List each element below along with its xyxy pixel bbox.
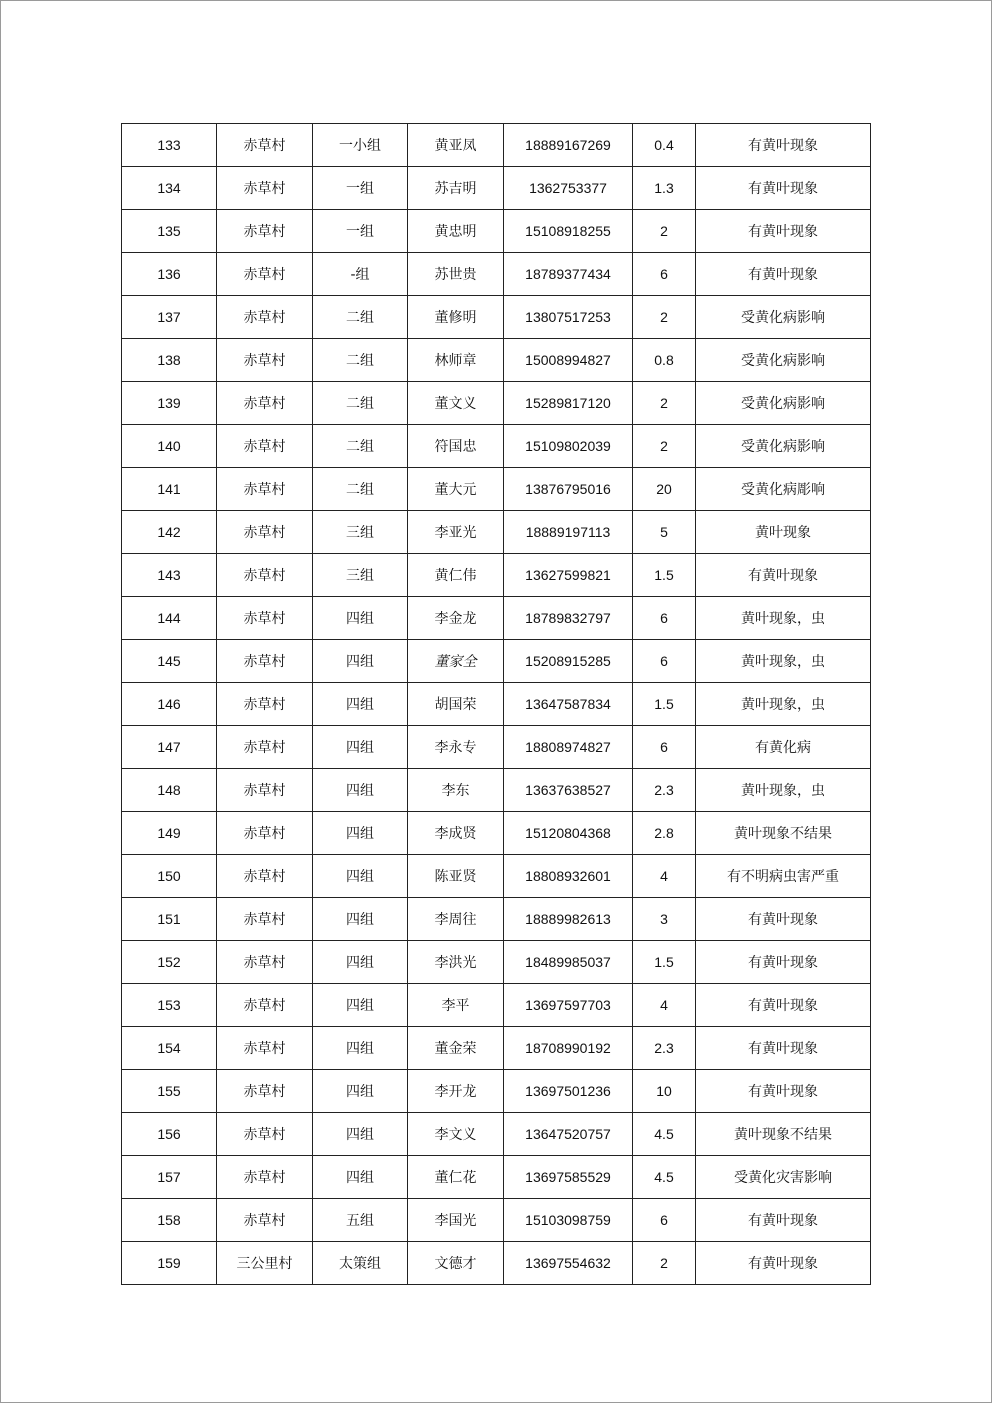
area-cell: 1.5 xyxy=(633,941,696,984)
status-cell: 有不明病虫害严重 xyxy=(696,855,871,898)
group-cell: 四组 xyxy=(313,1156,408,1199)
group-cell: 四组 xyxy=(313,984,408,1027)
row-number-cell: 140 xyxy=(122,425,217,468)
status-cell: 受黄化病彫响 xyxy=(696,468,871,511)
status-cell: 有黄叶现象 xyxy=(696,898,871,941)
village-cell: 赤草村 xyxy=(217,984,313,1027)
table-row xyxy=(122,511,871,554)
table-row xyxy=(122,984,871,1027)
phone-cell: 13647587834 xyxy=(504,683,633,726)
table-row xyxy=(122,855,871,898)
status-cell: 黄叶现象不结果 xyxy=(696,1113,871,1156)
phone-cell: 13647520757 xyxy=(504,1113,633,1156)
person-name-cell: 黄亚凤 xyxy=(408,124,504,167)
village-cell: 三公里村 xyxy=(217,1242,313,1285)
table-row xyxy=(122,812,871,855)
village-cell: 赤草村 xyxy=(217,1156,313,1199)
status-cell: 有黄化病 xyxy=(696,726,871,769)
status-cell: 黄叶现象 xyxy=(696,511,871,554)
row-number-cell: 147 xyxy=(122,726,217,769)
village-cell: 赤草村 xyxy=(217,296,313,339)
area-cell: 6 xyxy=(633,640,696,683)
table-row xyxy=(122,382,871,425)
row-number-cell: 139 xyxy=(122,382,217,425)
person-name-cell: 李文义 xyxy=(408,1113,504,1156)
person-name-cell: 李平 xyxy=(408,984,504,1027)
row-number-cell: 148 xyxy=(122,769,217,812)
status-cell: 黄叶现象不结果 xyxy=(696,812,871,855)
row-number-cell: 134 xyxy=(122,167,217,210)
person-name-cell: 陈亚贤 xyxy=(408,855,504,898)
table-row xyxy=(122,726,871,769)
village-cell: 赤草村 xyxy=(217,597,313,640)
person-name-cell: 李亚光 xyxy=(408,511,504,554)
table-row xyxy=(122,597,871,640)
village-cell: 赤草村 xyxy=(217,1113,313,1156)
person-name-cell: 董修明 xyxy=(408,296,504,339)
group-cell: 五组 xyxy=(313,1199,408,1242)
group-cell: 二组 xyxy=(313,425,408,468)
area-cell: 2 xyxy=(633,210,696,253)
village-cell: 赤草村 xyxy=(217,941,313,984)
group-cell: 四组 xyxy=(313,1027,408,1070)
phone-cell: 18789832797 xyxy=(504,597,633,640)
table-row xyxy=(122,339,871,382)
phone-cell: 1362753377 xyxy=(504,167,633,210)
village-cell: 赤草村 xyxy=(217,1199,313,1242)
table-row xyxy=(122,683,871,726)
person-name-cell: 胡国荣 xyxy=(408,683,504,726)
row-number-cell: 149 xyxy=(122,812,217,855)
table-row xyxy=(122,1242,871,1285)
village-cell: 赤草村 xyxy=(217,726,313,769)
person-name-cell: 符国忠 xyxy=(408,425,504,468)
person-name-cell: 黄忠明 xyxy=(408,210,504,253)
village-cell: 赤草村 xyxy=(217,167,313,210)
status-cell: 有黄叶现象 xyxy=(696,1199,871,1242)
area-cell: 4 xyxy=(633,984,696,1027)
status-cell: 受黄化病影响 xyxy=(696,382,871,425)
row-number-cell: 136 xyxy=(122,253,217,296)
status-cell: 有黄叶现象 xyxy=(696,1070,871,1113)
group-cell: 四组 xyxy=(313,1070,408,1113)
village-cell: 赤草村 xyxy=(217,683,313,726)
person-name-cell: 李金龙 xyxy=(408,597,504,640)
row-number-cell: 145 xyxy=(122,640,217,683)
village-cell: 赤草村 xyxy=(217,855,313,898)
group-cell: 四组 xyxy=(313,812,408,855)
phone-cell: 15289817120 xyxy=(504,382,633,425)
person-name-cell: 李国光 xyxy=(408,1199,504,1242)
group-cell: -组 xyxy=(313,253,408,296)
area-cell: 6 xyxy=(633,597,696,640)
area-cell: 6 xyxy=(633,1199,696,1242)
area-cell: 2.8 xyxy=(633,812,696,855)
village-cell: 赤草村 xyxy=(217,812,313,855)
table-row xyxy=(122,941,871,984)
row-number-cell: 135 xyxy=(122,210,217,253)
person-name-cell: 董家全 xyxy=(408,640,504,683)
phone-cell: 18708990192 xyxy=(504,1027,633,1070)
row-number-cell: 141 xyxy=(122,468,217,511)
table-row xyxy=(122,124,871,167)
group-cell: 二组 xyxy=(313,296,408,339)
village-cell: 赤草村 xyxy=(217,425,313,468)
area-cell: 1.5 xyxy=(633,554,696,597)
records-body xyxy=(122,124,871,1285)
status-cell: 有黄叶现象 xyxy=(696,210,871,253)
area-cell: 0.8 xyxy=(633,339,696,382)
group-cell: 二组 xyxy=(313,382,408,425)
phone-cell: 13697501236 xyxy=(504,1070,633,1113)
village-cell: 赤草村 xyxy=(217,339,313,382)
row-number-cell: 133 xyxy=(122,124,217,167)
person-name-cell: 李永专 xyxy=(408,726,504,769)
row-number-cell: 143 xyxy=(122,554,217,597)
village-cell: 赤草村 xyxy=(217,554,313,597)
phone-cell: 18808974827 xyxy=(504,726,633,769)
village-cell: 赤草村 xyxy=(217,210,313,253)
row-number-cell: 146 xyxy=(122,683,217,726)
person-name-cell: 文德才 xyxy=(408,1242,504,1285)
area-cell: 3 xyxy=(633,898,696,941)
row-number-cell: 150 xyxy=(122,855,217,898)
row-number-cell: 158 xyxy=(122,1199,217,1242)
row-number-cell: 159 xyxy=(122,1242,217,1285)
records-table xyxy=(121,123,871,1285)
person-name-cell: 董金荣 xyxy=(408,1027,504,1070)
phone-cell: 18889982613 xyxy=(504,898,633,941)
row-number-cell: 153 xyxy=(122,984,217,1027)
status-cell: 黄叶现象，虫 xyxy=(696,640,871,683)
person-name-cell: 李开龙 xyxy=(408,1070,504,1113)
person-name-cell: 黄仁伟 xyxy=(408,554,504,597)
row-number-cell: 138 xyxy=(122,339,217,382)
person-name-cell: 李洪光 xyxy=(408,941,504,984)
status-cell: 有黄叶现象 xyxy=(696,984,871,1027)
group-cell: 四组 xyxy=(313,941,408,984)
row-number-cell: 155 xyxy=(122,1070,217,1113)
group-cell: 四组 xyxy=(313,640,408,683)
village-cell: 赤草村 xyxy=(217,468,313,511)
person-name-cell: 李成贤 xyxy=(408,812,504,855)
phone-cell: 13637638527 xyxy=(504,769,633,812)
table-row xyxy=(122,167,871,210)
area-cell: 2.3 xyxy=(633,769,696,812)
status-cell: 受黄化病影响 xyxy=(696,425,871,468)
table-row xyxy=(122,1027,871,1070)
status-cell: 受黄化灾害影响 xyxy=(696,1156,871,1199)
area-cell: 4 xyxy=(633,855,696,898)
row-number-cell: 152 xyxy=(122,941,217,984)
phone-cell: 15208915285 xyxy=(504,640,633,683)
area-cell: 1.5 xyxy=(633,683,696,726)
row-number-cell: 142 xyxy=(122,511,217,554)
row-number-cell: 156 xyxy=(122,1113,217,1156)
phone-cell: 18789377434 xyxy=(504,253,633,296)
table-row xyxy=(122,468,871,511)
area-cell: 4.5 xyxy=(633,1113,696,1156)
person-name-cell: 李周往 xyxy=(408,898,504,941)
table-row xyxy=(122,898,871,941)
village-cell: 赤草村 xyxy=(217,1027,313,1070)
status-cell: 黄叶现象，虫 xyxy=(696,769,871,812)
person-name-cell: 董仁花 xyxy=(408,1156,504,1199)
area-cell: 2 xyxy=(633,296,696,339)
row-number-cell: 157 xyxy=(122,1156,217,1199)
status-cell: 受黄化病影响 xyxy=(696,296,871,339)
status-cell: 黄叶现象，虫 xyxy=(696,683,871,726)
person-name-cell: 董文义 xyxy=(408,382,504,425)
area-cell: 2.3 xyxy=(633,1027,696,1070)
group-cell: 一小组 xyxy=(313,124,408,167)
phone-cell: 18889167269 xyxy=(504,124,633,167)
village-cell: 赤草村 xyxy=(217,898,313,941)
phone-cell: 13876795016 xyxy=(504,468,633,511)
phone-cell: 15008994827 xyxy=(504,339,633,382)
row-number-cell: 154 xyxy=(122,1027,217,1070)
table-row xyxy=(122,1113,871,1156)
area-cell: 20 xyxy=(633,468,696,511)
group-cell: 四组 xyxy=(313,683,408,726)
village-cell: 赤草村 xyxy=(217,511,313,554)
status-cell: 受黄化病影响 xyxy=(696,339,871,382)
phone-cell: 13807517253 xyxy=(504,296,633,339)
table-row xyxy=(122,1070,871,1113)
table-row xyxy=(122,296,871,339)
village-cell: 赤草村 xyxy=(217,769,313,812)
person-name-cell: 苏吉明 xyxy=(408,167,504,210)
area-cell: 2 xyxy=(633,382,696,425)
person-name-cell: 李东 xyxy=(408,769,504,812)
village-cell: 赤草村 xyxy=(217,640,313,683)
area-cell: 5 xyxy=(633,511,696,554)
village-cell: 赤草村 xyxy=(217,253,313,296)
table-row xyxy=(122,210,871,253)
row-number-cell: 137 xyxy=(122,296,217,339)
table-row xyxy=(122,253,871,296)
group-cell: 四组 xyxy=(313,726,408,769)
group-cell: 一组 xyxy=(313,167,408,210)
phone-cell: 13697585529 xyxy=(504,1156,633,1199)
status-cell: 有黄叶现象 xyxy=(696,167,871,210)
phone-cell: 15103098759 xyxy=(504,1199,633,1242)
area-cell: 2 xyxy=(633,425,696,468)
table-row xyxy=(122,1199,871,1242)
phone-cell: 15108918255 xyxy=(504,210,633,253)
area-cell: 2 xyxy=(633,1242,696,1285)
group-cell: 四组 xyxy=(313,898,408,941)
group-cell: 二组 xyxy=(313,339,408,382)
village-cell: 赤草村 xyxy=(217,124,313,167)
phone-cell: 15120804368 xyxy=(504,812,633,855)
group-cell: 四组 xyxy=(313,597,408,640)
phone-cell: 18489985037 xyxy=(504,941,633,984)
status-cell: 有黄叶现象 xyxy=(696,1242,871,1285)
status-cell: 有黄叶现象 xyxy=(696,941,871,984)
group-cell: 三组 xyxy=(313,511,408,554)
status-cell: 有黄叶现象 xyxy=(696,124,871,167)
table-row xyxy=(122,769,871,812)
village-cell: 赤草村 xyxy=(217,1070,313,1113)
person-name-cell: 林师章 xyxy=(408,339,504,382)
table-row xyxy=(122,1156,871,1199)
row-number-cell: 144 xyxy=(122,597,217,640)
group-cell: 四组 xyxy=(313,1113,408,1156)
group-cell: 一组 xyxy=(313,210,408,253)
area-cell: 1.3 xyxy=(633,167,696,210)
group-cell: 四组 xyxy=(313,855,408,898)
village-cell: 赤草村 xyxy=(217,382,313,425)
area-cell: 6 xyxy=(633,726,696,769)
phone-cell: 13697554632 xyxy=(504,1242,633,1285)
phone-cell: 13627599821 xyxy=(504,554,633,597)
row-number-cell: 151 xyxy=(122,898,217,941)
table-row xyxy=(122,640,871,683)
group-cell: 四组 xyxy=(313,769,408,812)
group-cell: 二组 xyxy=(313,468,408,511)
status-cell: 黄叶现象，虫 xyxy=(696,597,871,640)
phone-cell: 18808932601 xyxy=(504,855,633,898)
table-row xyxy=(122,425,871,468)
person-name-cell: 董大元 xyxy=(408,468,504,511)
status-cell: 有黄叶现象 xyxy=(696,1027,871,1070)
area-cell: 6 xyxy=(633,253,696,296)
phone-cell: 18889197113 xyxy=(504,511,633,554)
status-cell: 有黄叶现象 xyxy=(696,554,871,597)
group-cell: 太策组 xyxy=(313,1242,408,1285)
status-cell: 有黄叶现象 xyxy=(696,253,871,296)
table-row xyxy=(122,554,871,597)
phone-cell: 13697597703 xyxy=(504,984,633,1027)
group-cell: 三组 xyxy=(313,554,408,597)
area-cell: 0.4 xyxy=(633,124,696,167)
area-cell: 10 xyxy=(633,1070,696,1113)
phone-cell: 15109802039 xyxy=(504,425,633,468)
area-cell: 4.5 xyxy=(633,1156,696,1199)
person-name-cell: 苏世贵 xyxy=(408,253,504,296)
